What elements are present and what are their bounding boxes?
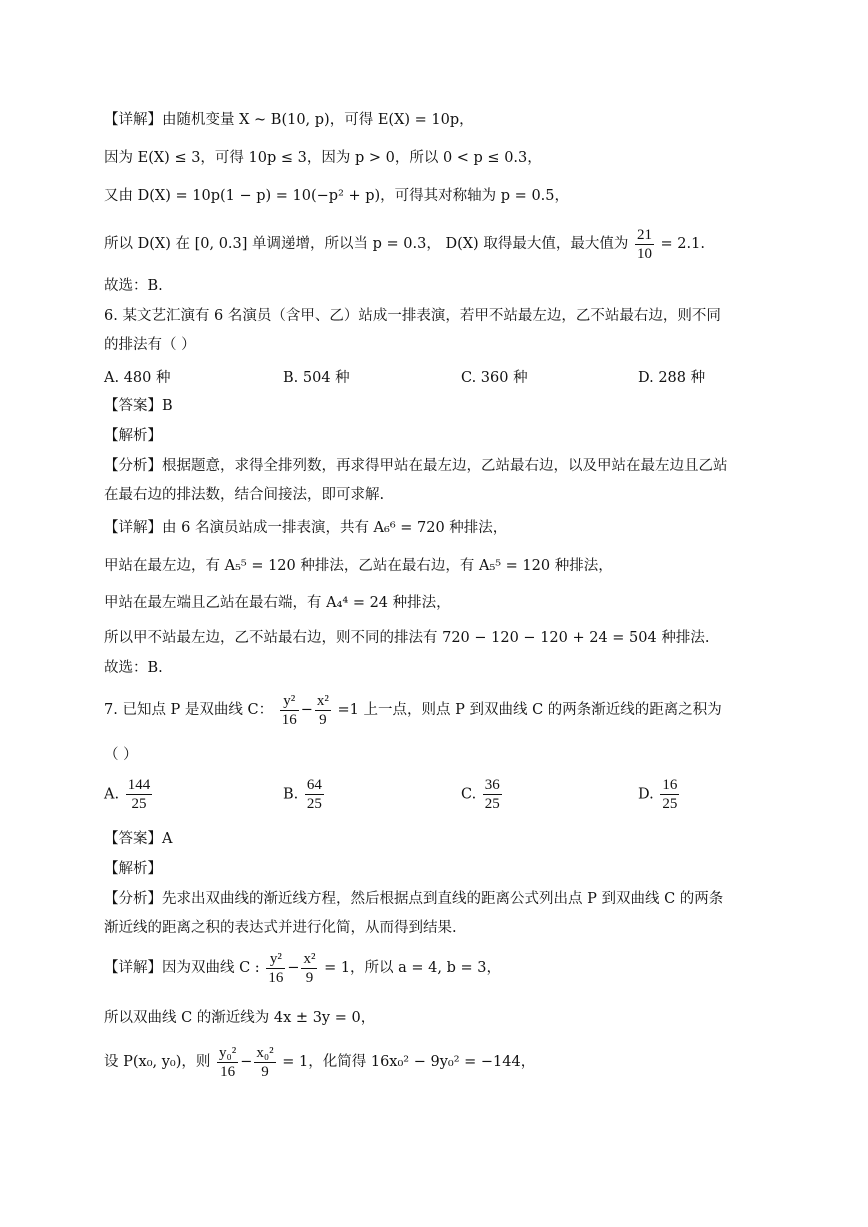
fraction-denominator: 16 bbox=[281, 711, 297, 728]
q6-option-a: A. 480 种 bbox=[104, 370, 171, 386]
q6-answer: 【答案】B bbox=[104, 398, 173, 414]
q5-detail-line-4-text: 所以 D(X) 在 [0, 0.3] 单调递增，所以当 p = 0.3， D(X) 取得最大值，最大值为 bbox=[104, 236, 629, 252]
q7-stem-fraction-y bbox=[280, 692, 299, 729]
q7-detail-3-fraction-x bbox=[254, 1044, 275, 1081]
fraction-numerator: x² bbox=[303, 950, 316, 967]
option-fraction bbox=[660, 776, 679, 813]
fraction-denominator: 16 bbox=[268, 969, 284, 986]
q7-detail-fraction-x bbox=[301, 950, 317, 987]
fraction-denominator: 25 bbox=[131, 796, 147, 812]
q6-stem-line-2: 的排法有（ ） bbox=[104, 337, 196, 353]
q6-detail-line-3: 甲站在最左端且乙站在最右端，有 A₄⁴ = 24 种排法， bbox=[104, 595, 451, 611]
q7-detail-3-text-end: = 1，化简得 16x₀² − 9y₀² = −144， bbox=[282, 1054, 536, 1070]
q7-option-a bbox=[104, 776, 154, 813]
q6-stem-line-1: 6. 某文艺汇演有 6 名演员（含甲、乙）站成一排表演，若甲不站最左边，乙不站最右边，则不同 bbox=[104, 308, 721, 324]
q6-detail-line-2: 甲站在最左边，有 A₅⁵ = 120 种排法，乙站在最右边，有 A₅⁵ = 120 种排法， bbox=[104, 558, 613, 574]
q7-detail-text: 【详解】因为双曲线 C : bbox=[104, 960, 260, 976]
fraction-denominator: 25 bbox=[484, 796, 500, 812]
q7-stem-fraction-x bbox=[315, 692, 331, 729]
q6-option-d: D. 288 种 bbox=[638, 370, 706, 386]
q7-answer: 【答案】A bbox=[104, 831, 173, 847]
option-letter: C. bbox=[461, 786, 477, 803]
q5-max-fraction bbox=[635, 226, 654, 263]
q6-choice: 故选：B. bbox=[104, 660, 163, 676]
q7-option-b bbox=[283, 776, 326, 813]
q6-analysis-line-1: 【分析】根据题意，求得全排列数，再求得甲站在最左边，乙站最右边，以及甲站在最左边且乙站 bbox=[104, 458, 728, 474]
fraction-numerator: 16 bbox=[662, 777, 678, 793]
fraction-numerator: 64 bbox=[306, 777, 322, 793]
q7-option-d bbox=[638, 776, 681, 813]
q7-detail-fraction-y bbox=[266, 950, 285, 987]
q5-detail-line-2: 因为 E(X) ≤ 3，可得 10p ≤ 3，因为 p > 0，所以 0 < p ≤ 0.3， bbox=[104, 150, 542, 166]
q5-choice: 故选：B. bbox=[104, 278, 163, 294]
q6-option-b: B. 504 种 bbox=[283, 370, 350, 386]
fraction-numerator: x₀² bbox=[256, 1044, 274, 1061]
fraction-numerator: y² bbox=[280, 692, 299, 711]
q5-detail-line-4-result: = 2.1. bbox=[660, 236, 705, 252]
fraction-denominator: 25 bbox=[662, 796, 678, 812]
q7-stem-text-end: =1 上一点，则点 P 到双曲线 C 的两条渐近线的距离之积为 bbox=[337, 702, 722, 718]
option-fraction bbox=[126, 776, 153, 813]
q6-analysis-heading: 【解析】 bbox=[104, 428, 162, 444]
fraction-denominator: 16 bbox=[220, 1063, 236, 1080]
q7-stem-line-1 bbox=[104, 688, 722, 732]
minus-sign: − bbox=[240, 1054, 253, 1070]
q6-detail-line-1: 【详解】由 6 名演员站成一排表演，共有 A₆⁶ = 720 种排法， bbox=[104, 520, 508, 536]
fraction-numerator: 144 bbox=[127, 777, 151, 793]
option-letter: D. bbox=[638, 786, 654, 803]
q7-stem-text: 7. 已知点 P 是双曲线 C： bbox=[104, 702, 274, 718]
q6-option-c: C. 360 种 bbox=[461, 370, 528, 386]
q7-detail-3-fraction-y bbox=[217, 1044, 238, 1081]
q7-analysis-line-1: 【分析】先求出双曲线的渐近线方程，然后根据点到直线的距离公式列出点 P 到双曲线 C 的两条 bbox=[104, 891, 724, 907]
fraction-denominator: 9 bbox=[305, 969, 314, 986]
fraction-denominator: 25 bbox=[306, 796, 322, 812]
q5-detail-line-1: 【详解】由随机变量 X ~ B(10, p)，可得 E(X) = 10p， bbox=[104, 112, 474, 128]
q5-detail-line-3: 又由 D(X) = 10p(1 − p) = 10(−p² + p)，可得其对称轴为 p = 0.5， bbox=[104, 188, 570, 204]
fraction-numerator: 36 bbox=[484, 777, 500, 793]
q7-option-c bbox=[461, 776, 504, 813]
q7-detail-text-end: = 1，所以 a = 4, b = 3， bbox=[324, 960, 502, 976]
option-letter: B. bbox=[283, 786, 299, 803]
q7-detail-line-2: 所以双曲线 C 的渐近线为 4x ± 3y = 0， bbox=[104, 1010, 376, 1026]
fraction-denominator: 9 bbox=[319, 711, 327, 728]
fraction-numerator: y₀² bbox=[219, 1044, 237, 1061]
q6-detail-line-4: 所以甲不站最左边，乙不站最右边，则不同的排法有 720 − 120 − 120 + 24 = 504 种排法. bbox=[104, 630, 710, 646]
q7-detail-line-1 bbox=[104, 946, 501, 990]
minus-sign: − bbox=[300, 702, 313, 718]
fraction-denominator: 9 bbox=[261, 1063, 269, 1080]
q7-detail-3-text: 设 P(x₀, y₀)，则 bbox=[104, 1054, 211, 1070]
q6-analysis-line-2: 在最右边的排法数，结合间接法，即可求解. bbox=[104, 487, 385, 503]
q5-detail-line-4 bbox=[104, 222, 705, 266]
option-letter: A. bbox=[104, 786, 120, 803]
q7-paren: （ ） bbox=[104, 747, 138, 763]
q7-analysis-heading: 【解析】 bbox=[104, 861, 162, 877]
fraction-numerator: x² bbox=[316, 692, 329, 709]
option-fraction bbox=[483, 776, 502, 813]
minus-sign: − bbox=[287, 960, 300, 976]
fraction-denominator: 10 bbox=[636, 245, 652, 262]
fraction-numerator: 21 bbox=[636, 226, 652, 243]
fraction-numerator: y² bbox=[266, 950, 285, 969]
option-fraction bbox=[305, 776, 324, 813]
q7-analysis-line-2: 渐近线的距离之积的表达式并进行化简，从而得到结果. bbox=[104, 920, 457, 936]
q7-detail-line-3 bbox=[104, 1040, 535, 1084]
